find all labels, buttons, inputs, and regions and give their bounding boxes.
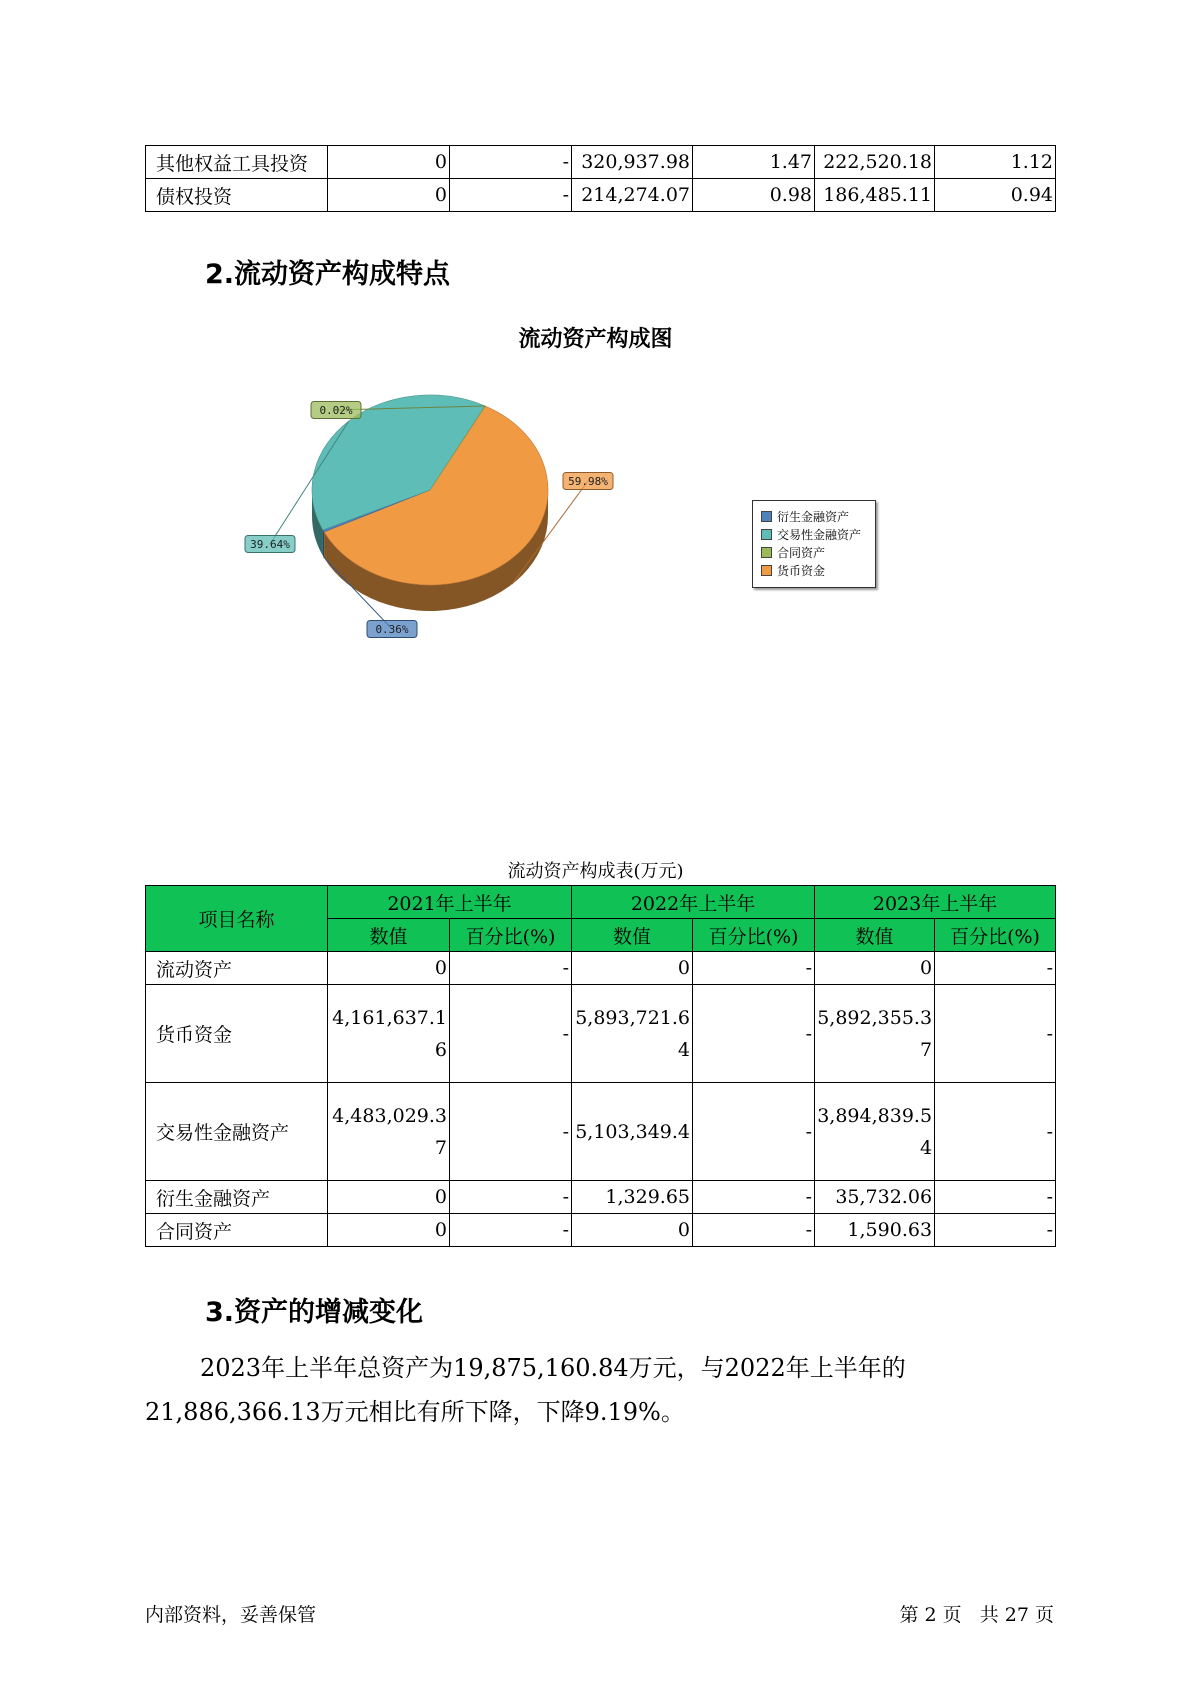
row-name: 衍生金融资产 [146,1181,328,1214]
pie-side-衍生金融资产 [323,530,324,558]
header-item: 项目名称 [146,886,328,952]
legend-swatch [761,565,772,576]
legend-swatch [761,547,772,558]
cell: - [450,1214,572,1247]
table-row [146,179,1056,212]
cell: 0 [328,952,450,985]
table-row [146,985,1056,1083]
cell: - [693,1214,815,1247]
footer-left: 内部资料，妥善保管 [145,1604,317,1626]
pie-chart [220,385,640,645]
header-year: 2022年上半年 [572,886,815,919]
cell: 0 [572,1214,693,1247]
table-row [146,1214,1056,1247]
section-heading: 3.资产的增减变化 [205,1297,424,1328]
header-pct: 百分比(%) [693,919,815,952]
table-row [146,952,1056,985]
cell: 1,329.65 [572,1181,693,1214]
chart-title: 流动资产构成图 [518,327,673,352]
table-row [146,1083,1056,1181]
legend-item [761,543,875,561]
row-name: 债权投资 [146,179,328,212]
cell: 1,590.63 [815,1214,935,1247]
cell: - [935,1181,1056,1214]
header-pct: 百分比(%) [935,919,1056,952]
cell: 0.94 [935,179,1056,212]
pie-data-label: 59.98% [568,475,608,488]
pie-data-label: 0.02% [319,404,353,417]
header-value: 数值 [815,919,935,952]
legend-label: 合同资产 [777,545,826,560]
row-name: 货币资金 [146,985,328,1083]
cell: - [450,985,572,1083]
cell: 0 [572,952,693,985]
cell: 214,274.07 [572,179,693,212]
header-value: 数值 [572,919,693,952]
header-value: 数值 [328,919,450,952]
cell: - [693,952,815,985]
legend-label: 衍生金融资产 [777,509,850,524]
row-name: 合同资产 [146,1214,328,1247]
cell: - [935,1214,1056,1247]
row-name: 其他权益工具投资 [146,146,328,179]
cell: - [450,1083,572,1181]
legend-item [761,507,875,525]
cell: - [693,1181,815,1214]
cell: 3,894,839.54 [817,1104,933,1159]
chart-legend [752,500,876,588]
cell: 0.98 [693,179,815,212]
cell: - [450,146,572,179]
cell: 0 [328,1181,450,1214]
legend-label: 交易性金融资产 [777,527,862,542]
table-caption: 流动资产构成表(万元) [507,861,684,882]
cell: 1.47 [693,146,815,179]
top-table [145,145,1056,212]
cell: 222,520.18 [815,146,935,179]
cell: 0 [328,179,450,212]
cell: - [935,952,1056,985]
cell: 186,485.11 [815,179,935,212]
cell: 5,893,721.64 [575,1006,691,1061]
table-row [146,1181,1056,1214]
cell: - [935,1083,1056,1181]
legend-item [761,561,875,579]
header-year: 2023年上半年 [815,886,1056,919]
legend-label: 货币资金 [777,563,826,578]
row-name: 交易性金融资产 [146,1083,328,1181]
cell: 0 [328,1214,450,1247]
cell: 0 [328,146,450,179]
legend-item [761,525,875,543]
header-pct: 百分比(%) [450,919,572,952]
pie-data-label: 0.36% [375,623,409,636]
cell: - [450,952,572,985]
cell: - [450,1181,572,1214]
legend-swatch [761,511,772,522]
row-name: 流动资产 [146,952,328,985]
section-heading: 2.流动资产构成特点 [205,259,451,290]
cell: 4,161,637.16 [332,1006,447,1061]
cell: 35,732.06 [815,1181,935,1214]
cell: 1.12 [935,146,1056,179]
cell: - [693,985,815,1083]
pie-data-label: 39.64% [250,538,290,551]
header-row [146,886,1056,919]
cell: 0 [815,952,935,985]
legend-swatch [761,529,772,540]
table-row [146,146,1056,179]
current-assets-table [145,885,1056,1247]
cell: 5,892,355.37 [817,1006,933,1061]
footer-page-number: 第 2 页 共 27 页 [899,1604,1054,1626]
cell: 4,483,029.37 [332,1104,447,1159]
cell: - [935,985,1056,1083]
body-paragraph: 2023年上半年总资产为19,875,160.84万元，与2022年上半年的21,886,366.13万元相比有所下降，下降9.19%。 [145,1354,906,1426]
cell: - [693,1083,815,1181]
cell: - [450,179,572,212]
header-year: 2021年上半年 [328,886,572,919]
cell: 5,103,349.4 [575,1120,691,1143]
cell: 320,937.98 [572,146,693,179]
